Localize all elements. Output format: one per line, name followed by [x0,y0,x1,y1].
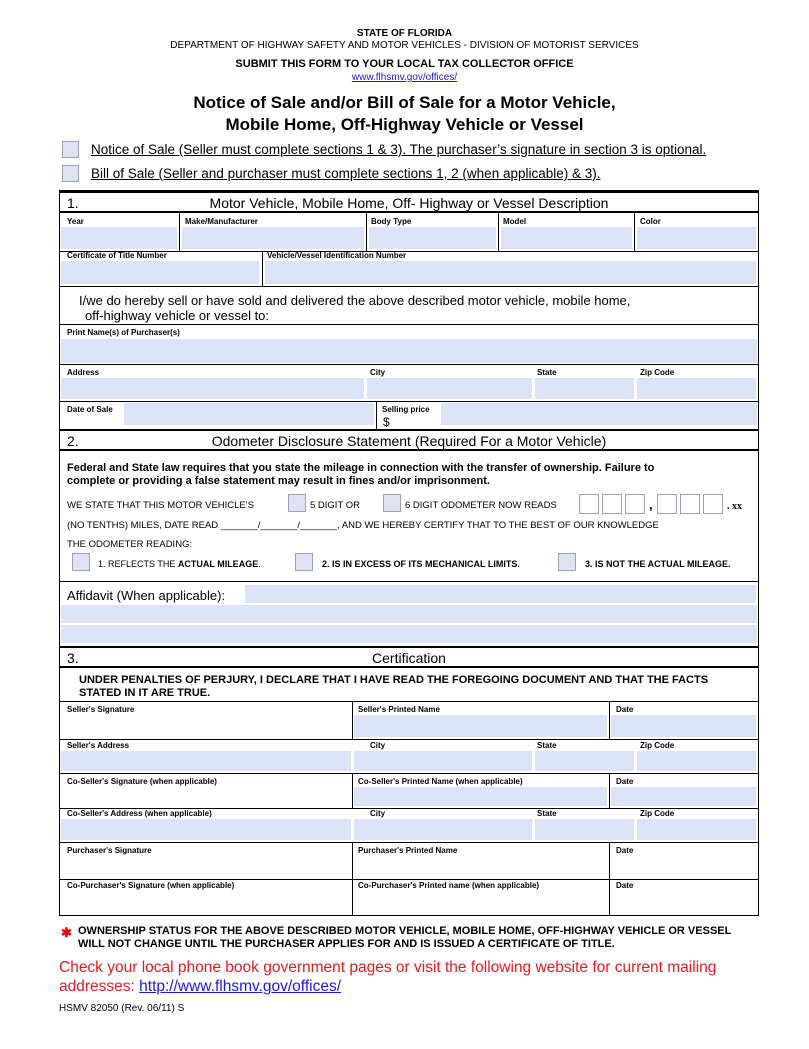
six-digit-checkbox[interactable] [383,494,401,512]
purchaser-date-label: Date [616,846,634,855]
section-3-header [60,646,758,668]
option-1-prefix: 1. REFLECTS THE [98,559,178,569]
notice-of-sale-checkbox[interactable] [62,141,79,158]
miles-date-line: (NO TENTHS) MILES, DATE READ _______/_______/_______, AND WE HEREBY CERTIFY THAT TO THE BEST OF OUR KNOWLEDGE [67,520,659,531]
title-line-2: Mobile Home, Off-Highway Vehicle or Vessel [225,115,584,134]
section-3-title: Certification [372,650,446,666]
divider [262,251,263,286]
coseller-zip-label: Zip Code [640,809,675,818]
date-of-sale-label: Date of Sale [67,405,113,414]
affidavit-label: Affidavit (When applicable): [67,588,226,603]
coseller-signature-label: Co-Seller's Signature (when applicable) [67,777,217,786]
divider [376,401,377,429]
offices-url-link[interactable]: http://www.flhsmv.gov/offices/ [139,978,342,995]
offices-link[interactable]: www.flhsmv.gov/offices/ [351,72,458,83]
address-field[interactable] [61,378,364,399]
ownership-notice [78,925,778,951]
seller-zip-label: Zip Code [640,741,675,750]
coseller-city-label: City [370,809,386,818]
odometer-digit[interactable] [657,494,677,514]
address-label: Address [67,368,100,377]
title-number-label: Certificate of Title Number [67,251,167,260]
seller-address-field[interactable] [61,751,351,771]
odometer-reading-label: THE ODOMETER READING: [67,539,193,550]
mailing-address-notice [59,958,779,996]
seller-state-field[interactable] [535,751,634,771]
section-1-number: 1. [67,195,79,211]
affidavit-field-2[interactable] [61,605,757,623]
section-2-header [60,429,758,451]
title-number-field[interactable] [61,261,259,284]
purchaser-names-label: Print Name(s) of Purchaser(s) [67,328,180,337]
city-field[interactable] [367,378,532,399]
submit-instruction: SUBMIT THIS FORM TO YOUR LOCAL TAX COLLECTOR OFFICE [235,58,574,70]
odometer-tenths: . xx [727,501,742,512]
divider [179,211,180,251]
asterisk-icon: ✱ [61,925,72,940]
make-label: Make/Manufacturer [185,217,258,226]
divider [609,842,610,879]
five-digit-label: 5 DIGIT OR [310,500,360,511]
law-line-2: complete or providing a false statement may result in fines and/or imprisonment. [67,475,490,487]
date-of-sale-field[interactable] [124,403,374,425]
make-field[interactable] [182,227,364,249]
divider [609,879,610,915]
section-2-title: Odometer Disclosure Statement (Required For a Motor Vehicle) [211,433,607,449]
option-1-bold: ACTUAL MILEAGE [177,559,259,569]
year-label: Year [67,217,84,226]
purchaser-names-field[interactable] [61,339,757,363]
divider [634,211,635,251]
model-label: Model [503,217,527,226]
seller-signature-label: Seller's Signature [67,705,135,714]
divider [60,364,758,365]
ownership-line-2: WILL NOT CHANGE UNTIL THE PURCHASER APPLIES FOR AND IS ISSUED A CERTIFICATE OF TITLE. [78,938,615,950]
coseller-printed-name-label: Co-Seller's Printed Name (when applicable) [358,777,523,786]
divider [60,324,758,325]
odometer-law-notice [67,462,654,488]
perjury-line-2: STATED IN IT ARE TRUE. [79,687,211,699]
coseller-date-field[interactable] [611,787,756,806]
vin-label: Vehicle/Vessel Identification Number [267,251,407,260]
exceeds-limits-label: 2. IS IN EXCESS OF ITS MECHANICAL LIMITS. [322,559,520,569]
odometer-digit[interactable] [680,494,700,514]
color-field[interactable] [637,227,756,249]
exceeds-limits-checkbox[interactable] [295,553,313,571]
state-field[interactable] [535,378,634,399]
coseller-date-label: Date [616,777,634,786]
odometer-comma: , [649,497,653,512]
divider [60,581,758,582]
seller-city-label: City [370,741,386,750]
sale-statement-line-2: off-highway vehicle or vessel to: [85,308,270,323]
section-2-number: 2. [67,433,79,449]
perjury-line-1: UNDER PENALTIES OF PERJURY, I DECLARE THAT I HAVE READ THE FOREGOING DOCUMENT AND THAT THE FACTS [79,674,709,686]
sale-statement-line-1: I/we do hereby sell or have sold and delivered the above described motor vehicle, mobile home, [79,293,631,308]
color-label: Color [640,217,661,226]
bill-of-sale-checkbox[interactable] [62,165,79,182]
divider [609,701,610,739]
state-label: State [537,368,557,377]
purchaser-signature-label: Purchaser's Signature [67,846,152,855]
notice-of-sale-option[interactable] [62,141,706,158]
body-type-label: Body Type [371,217,412,226]
odometer-digit[interactable] [703,494,723,514]
not-actual-checkbox[interactable] [558,553,576,571]
department-heading: DEPARTMENT OF HIGHWAY SAFETY AND MOTOR VEHICLES - DIVISION OF MOTORIST SERVICES [170,40,639,51]
coseller-city-field[interactable] [354,819,532,840]
ownership-line-1: OWNERSHIP STATUS FOR THE ABOVE DESCRIBED MOTOR VEHICLE, MOBILE HOME, OFF-HIGHWAY VEHICLE OR VESSEL [78,925,732,937]
form-number: HSMV 82050 (Rev. 06/11) S [59,1003,185,1014]
not-actual-label: 3. IS NOT THE ACTUAL MILEAGE. [585,559,731,569]
zip-label: Zip Code [640,368,675,377]
bill-of-sale-option[interactable] [62,165,601,182]
purchaser-printed-name-label: Purchaser's Printed Name [358,846,458,855]
mailing-address-text: Check your local phone book government pages or visit the following website for current mailing addresses: [59,959,717,995]
seller-zip-field[interactable] [637,751,756,771]
coseller-state-field[interactable] [535,819,634,840]
year-field[interactable] [61,227,177,249]
divider [352,842,353,879]
section-1-header [60,191,758,213]
seller-state-label: State [537,741,557,750]
sale-statement [79,293,630,323]
seller-address-label: Seller's Address [67,741,130,750]
seller-date-label: Date [616,705,634,714]
form-title [0,92,809,136]
divider [60,879,758,880]
divider [60,701,758,702]
divider [60,773,758,774]
affidavit-field-3[interactable] [61,625,757,643]
seller-city-field[interactable] [354,751,532,771]
dollar-sign: $ [383,415,390,429]
we-state-text: WE STATE THAT THIS MOTOR VEHICLE'S [67,500,254,511]
copurchaser-signature-label: Co-Purchaser's Signature (when applicable) [67,881,235,890]
divider [60,842,758,843]
divider [352,773,353,808]
option-1-suffix: . [258,559,261,569]
divider [60,739,758,740]
body-type-field[interactable] [369,227,496,249]
state-heading: STATE OF FLORIDA [356,28,453,39]
vin-field[interactable] [265,261,756,284]
divider [498,211,499,251]
actual-mileage-checkbox[interactable] [72,553,90,571]
selling-price-field[interactable] [441,403,757,425]
divider [609,773,610,808]
copurchaser-printed-name-label: Co-Purchaser's Printed name (when applicable) [358,881,540,890]
selling-price-label: Selling price [382,405,430,414]
affidavit-field-1[interactable] [245,585,756,603]
divider [60,286,758,287]
bill-of-sale-form [59,190,759,916]
divider [60,401,758,402]
seller-date-field[interactable] [611,715,756,737]
odometer-digit[interactable] [579,494,599,514]
divider [352,701,353,739]
actual-mileage-label [98,559,261,569]
perjury-declaration [79,674,708,700]
bill-of-sale-label: Bill of Sale (Seller and purchaser must complete sections 1, 2 (when applicable) & 3). [91,166,601,181]
coseller-address-field[interactable] [61,819,351,840]
city-label: City [370,368,386,377]
coseller-address-label: Co-Seller's Address (when applicable) [67,809,212,818]
notice-of-sale-label: Notice of Sale (Seller must complete sections 1 & 3). The purchaser’s signature in section 3 is optional. [91,142,707,157]
divider [366,211,367,251]
coseller-printed-name-field[interactable] [354,787,607,806]
odometer-digit[interactable] [625,494,645,514]
seller-printed-name-field[interactable] [354,715,607,737]
six-digit-label: 6 DIGIT ODOMETER NOW READS [405,500,557,511]
copurchaser-date-label: Date [616,881,634,890]
seller-printed-name-label: Seller's Printed Name [358,705,440,714]
coseller-state-label: State [537,809,557,818]
model-field[interactable] [501,227,632,249]
section-1-title: Motor Vehicle, Mobile Home, Off- Highway or Vessel Description [209,195,609,211]
coseller-zip-field[interactable] [637,819,756,840]
section-3-number: 3. [67,650,79,666]
divider [352,879,353,915]
five-digit-checkbox[interactable] [288,494,306,512]
law-line-1: Federal and State law requires that you state the mileage in connection with the transfer of ownership. Failure to [67,462,655,474]
odometer-digit[interactable] [602,494,622,514]
zip-field[interactable] [637,378,756,399]
title-line-1: Notice of Sale and/or Bill of Sale for a Motor Vehicle, [193,93,616,112]
